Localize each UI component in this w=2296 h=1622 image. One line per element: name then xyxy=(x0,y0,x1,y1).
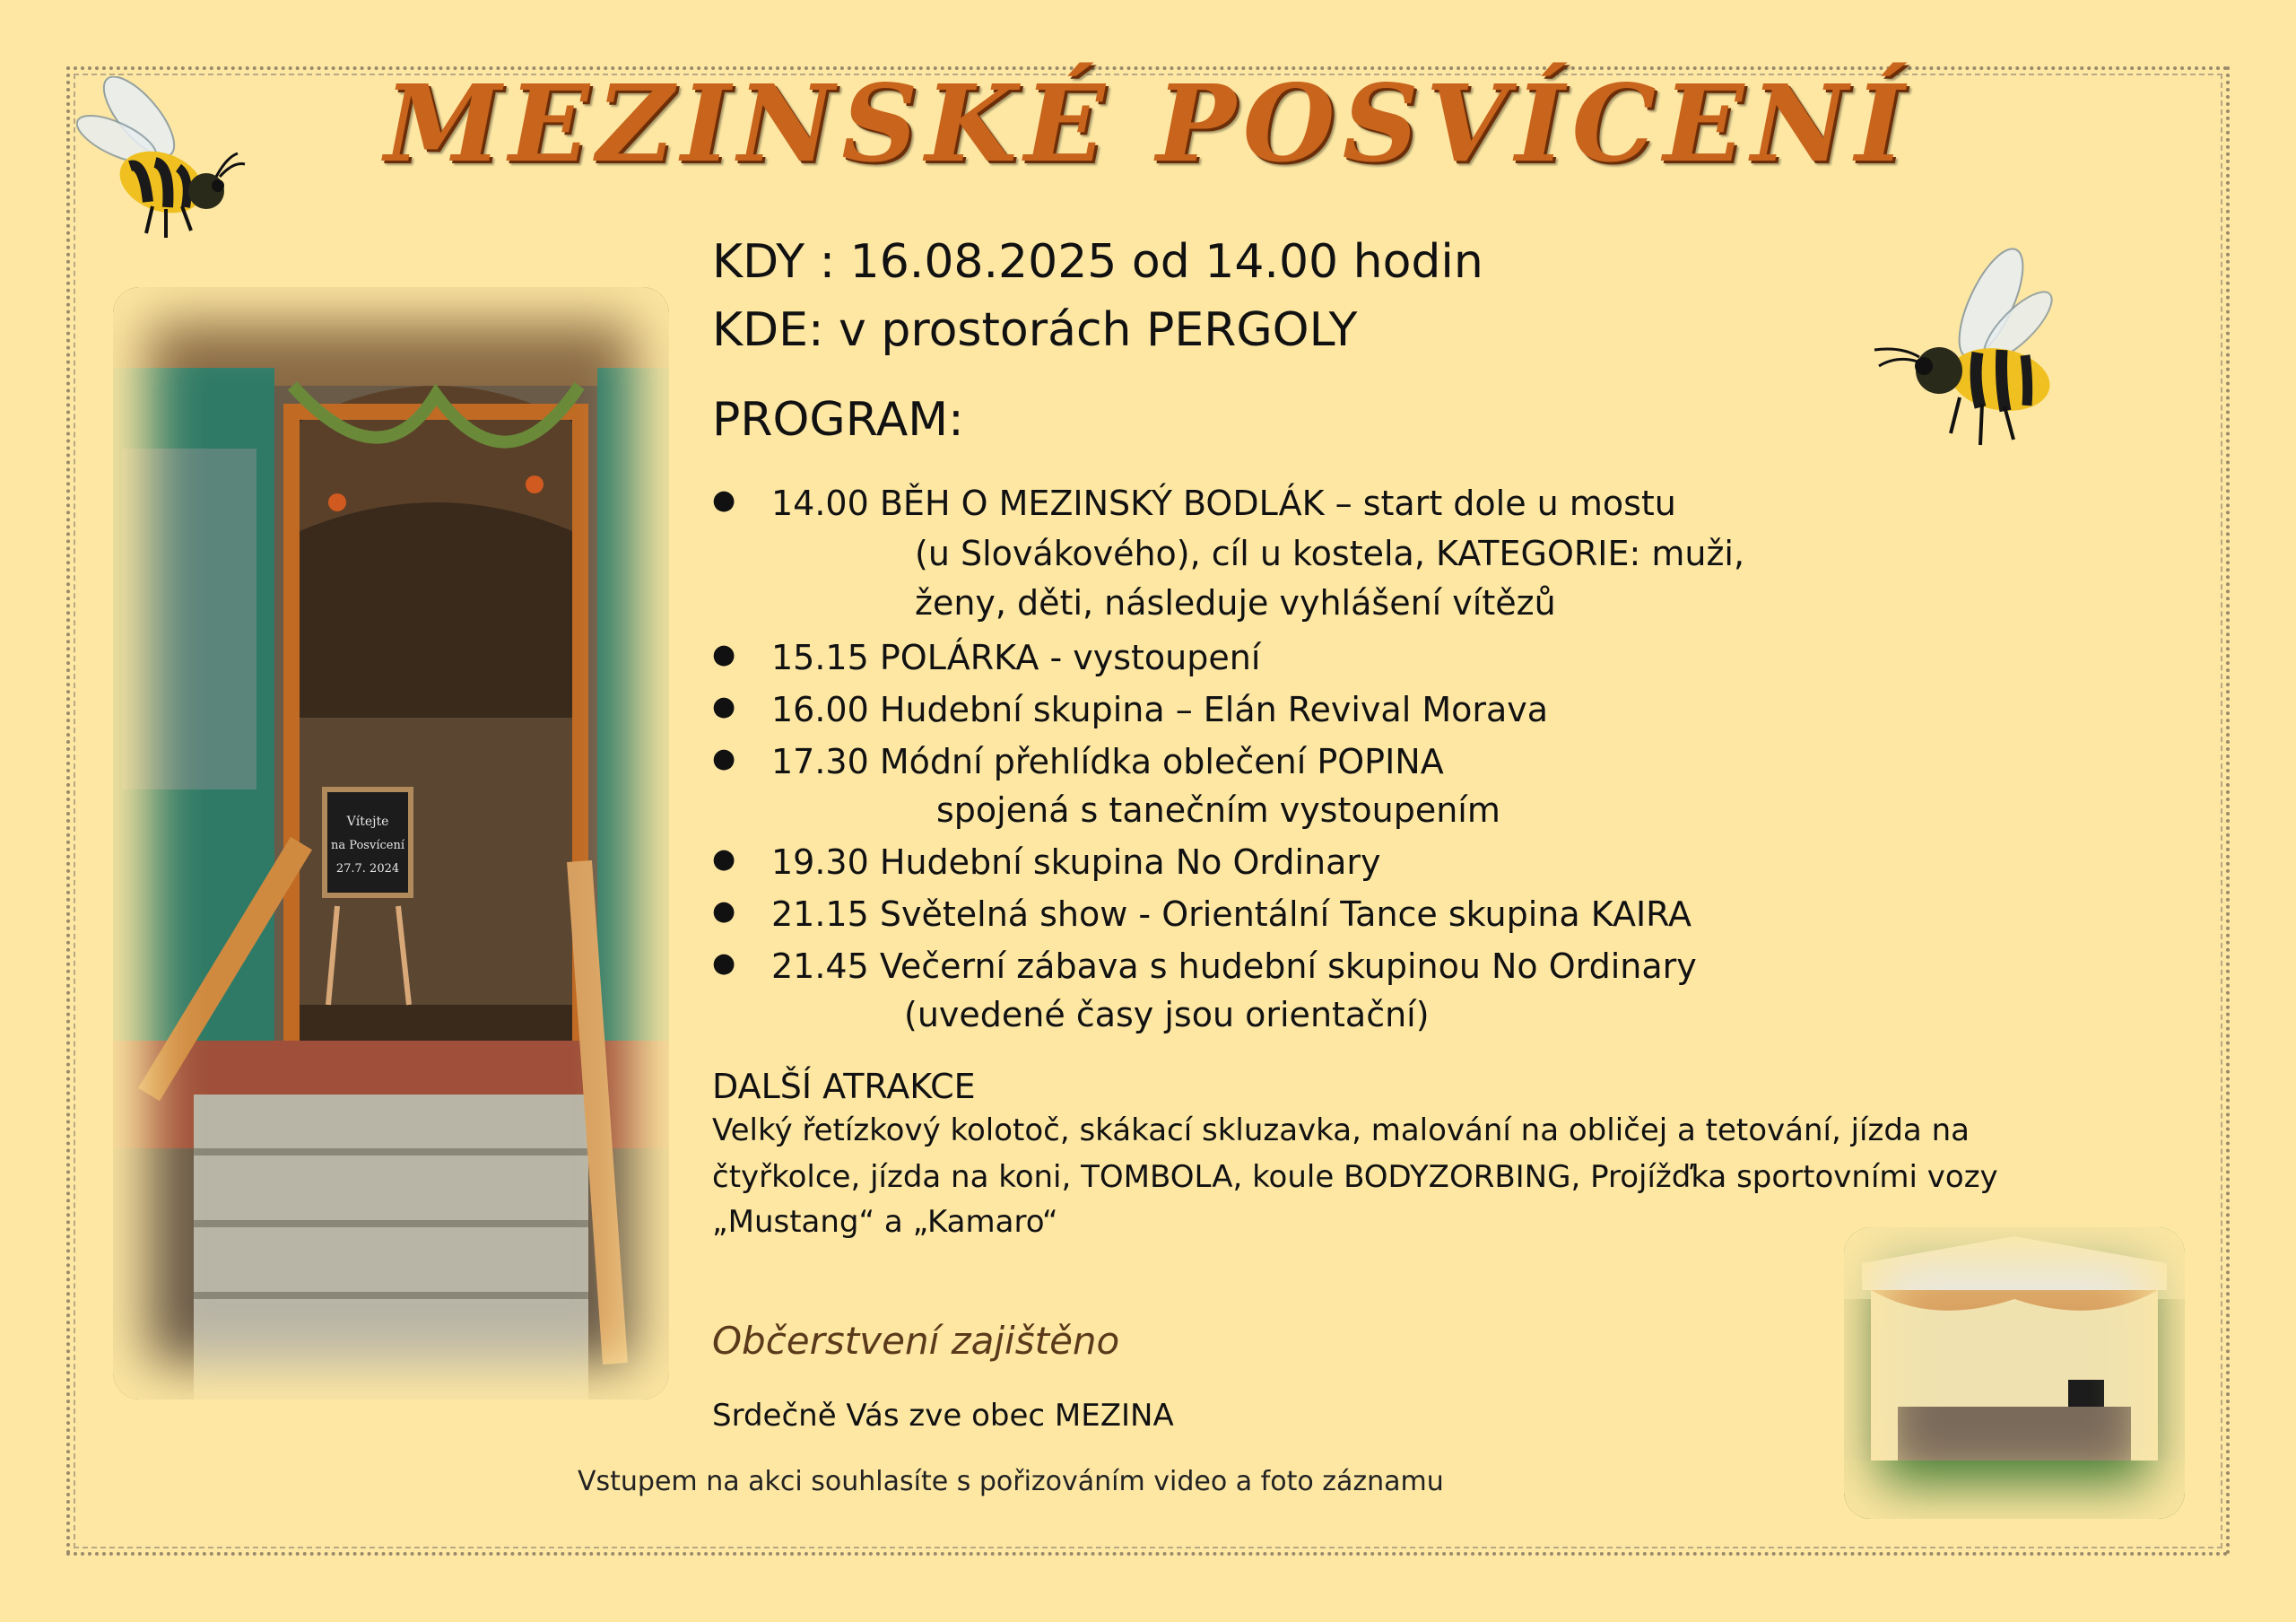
program-item: 15.15 POLÁRKA - vystoupení xyxy=(771,638,1261,677)
program-item: (uvedené časy jsou orientační) xyxy=(904,995,1430,1034)
chalkboard-line: 27.7. 2024 xyxy=(335,862,400,876)
pergola-illustration xyxy=(113,287,669,1400)
list-bullet: ● xyxy=(712,691,736,722)
list-bullet: ● xyxy=(712,484,736,516)
attractions-line: čtyřkolce, jízda na koni, TOMBOLA, koule BODYZORBING, Projížďka sportovními vozy xyxy=(712,1159,1998,1195)
tent-illustration xyxy=(1844,1227,2185,1519)
tent-photo xyxy=(1844,1227,2185,1519)
poster-title: MEZINSKÉ POSVÍCENÍ xyxy=(384,61,1912,186)
attractions-line: Velký řetízkový kolotoč, skákací skluzavka, malování na obličej a tetování, jízda na xyxy=(712,1112,1970,1148)
program-item: 21.15 Světelná show - Orientální Tance skupina KAIRA xyxy=(771,894,1692,934)
program-heading: PROGRAM: xyxy=(712,393,964,447)
chalkboard-line: Vítejte xyxy=(346,815,389,829)
attractions-heading: DALŠÍ ATRAKCE xyxy=(712,1067,976,1106)
program-item: 14.00 BĚH O MEZINSKÝ BODLÁK – start dole u mostu xyxy=(771,484,1676,523)
bee-icon xyxy=(1866,240,2063,451)
event-date: KDY : 16.08.2025 od 14.00 hodin xyxy=(712,235,1483,289)
program-item: (u Slovákového), cíl u kostela, KATEGORIE: muži, xyxy=(915,534,1745,573)
program-item: ženy, děti, následuje vyhlášení vítězů xyxy=(915,583,1556,623)
list-bullet: ● xyxy=(712,895,736,927)
program-item: 17.30 Módní přehlídka oblečení POPINA xyxy=(771,742,1444,781)
list-bullet: ● xyxy=(712,947,736,979)
invitation-text: Srdečně Vás zve obec MEZINA xyxy=(712,1398,1174,1434)
program-item: 16.00 Hudební skupina – Elán Revival Morava xyxy=(771,690,1549,729)
list-bullet: ● xyxy=(712,843,736,875)
consent-note: Vstupem na akci souhlasíte s pořizováním video a foto záznamu xyxy=(578,1466,1444,1497)
attractions-line: „Mustang“ a „Kamaro“ xyxy=(712,1204,1058,1240)
pergola-photo xyxy=(113,287,669,1400)
program-item: 21.45 Večerní zábava s hudební skupinou No Ordinary xyxy=(771,946,1697,986)
chalkboard-line: na Posvícení xyxy=(331,839,404,852)
list-bullet: ● xyxy=(712,639,736,670)
list-bullet: ● xyxy=(712,743,736,774)
bee-icon xyxy=(76,76,256,247)
program-item: 19.30 Hudební skupina No Ordinary xyxy=(771,842,1381,882)
refreshments-note: Občerstvení zajištěno xyxy=(712,1319,1120,1363)
program-item: spojená s tanečním vystoupením xyxy=(936,790,1500,830)
event-location: KDE: v prostorách PERGOLY xyxy=(712,303,1358,357)
